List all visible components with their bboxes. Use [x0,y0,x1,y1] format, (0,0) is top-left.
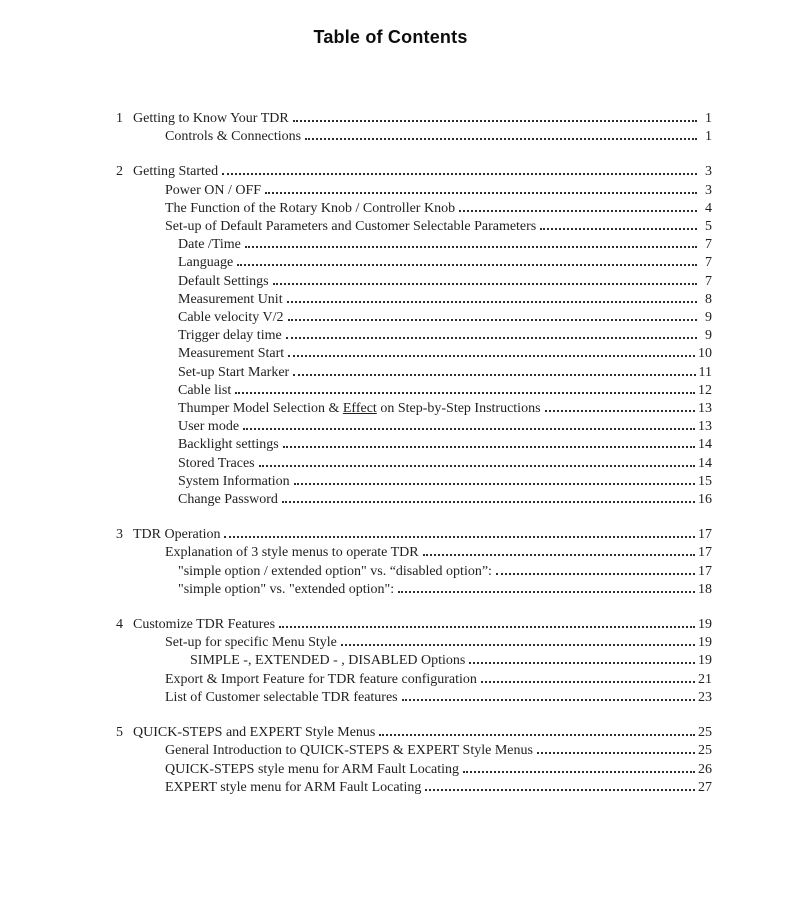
entry-label: The Function of the Rotary Knob / Controller Knob [165,200,456,216]
entry-label: Set-up for specific Menu Style [165,635,337,651]
entry-page: 15 [698,473,712,489]
entry-page: 3 [705,182,712,198]
entry-page: 7 [705,255,712,271]
entry-page: 21 [698,671,712,687]
entry-label: QUICK-STEPS and EXPERT Style Menus [133,725,376,741]
leader-dots [293,120,697,122]
toc-entry [116,273,712,291]
leader-dots [425,789,695,791]
entry-page: 14 [698,455,712,471]
toc-entry [116,163,712,181]
entry-label: Change Password [178,492,278,508]
toc-entry [116,491,712,509]
toc-entry [116,652,712,670]
toc-list [116,110,712,797]
leader-dots [283,446,695,448]
entry-page: 25 [698,725,712,741]
entry-page: 19 [698,617,712,633]
entry-label: System Information [178,473,290,489]
leader-dots [496,573,695,575]
entry-page: 7 [705,273,712,289]
entry-label: QUICK-STEPS style menu for ARM Fault Locating [165,761,459,777]
leader-dots [259,465,695,467]
toc-entry [116,364,712,382]
toc-entry [116,526,712,544]
entry-page: 26 [698,761,712,777]
entry-label: Getting to Know Your TDR [133,111,289,126]
entry-label: Default Settings [178,273,269,289]
leader-dots [481,681,695,683]
toc-entry [116,382,712,400]
leader-dots [237,264,697,266]
entry-label: Explanation of 3 style menus to operate TDR [165,545,419,561]
toc-entry [116,309,712,327]
document-page [0,27,807,797]
leader-dots [265,192,697,194]
entry-page: 17 [698,527,712,543]
toc-entry [116,291,712,309]
leader-dots [287,301,697,303]
toc-entry [116,236,712,254]
entry-page: 13 [698,401,712,417]
entry-label: Date /Time [178,237,241,253]
leader-dots [279,626,695,628]
leader-dots [379,734,695,736]
entry-page: 11 [698,364,712,380]
toc-entry [116,563,712,581]
toc-entry [116,581,712,599]
leader-dots [540,228,697,230]
entry-page: 17 [698,563,712,579]
toc-entry [116,418,712,436]
toc-entry [116,724,712,742]
entry-label: Language [178,255,234,271]
leader-dots [293,374,695,376]
entry-page: 19 [698,653,712,669]
entry-page: 5 [705,219,712,235]
entry-number: 1 [116,111,123,126]
entry-label: Thumper Model Selection & Effect on Step-by-Step Instructions [178,401,541,417]
entry-page: 3 [705,164,712,180]
leader-dots [463,771,695,773]
entry-page: 13 [698,419,712,435]
toc-entry [116,400,712,418]
toc-entry [116,218,712,236]
entry-page: 9 [705,328,712,344]
entry-page: 12 [698,382,712,398]
leader-dots [282,501,695,503]
toc-entry [116,254,712,272]
leader-dots [243,428,695,430]
entry-page: 18 [698,581,712,597]
toc-entry [116,436,712,454]
toc-entry [116,200,712,218]
leader-dots [286,337,697,339]
leader-dots [245,246,697,248]
entry-page: 10 [698,346,712,362]
entry-page: 19 [698,635,712,651]
entry-page: 8 [705,291,712,307]
entry-label: Stored Traces [178,455,255,471]
leader-dots [469,662,695,664]
entry-label: Export & Import Feature for TDR feature configuration [165,671,477,687]
toc-entry [116,742,712,760]
toc-entry [116,110,712,128]
toc-entry [116,327,712,345]
leader-dots [423,554,695,556]
toc-entry [116,345,712,363]
leader-dots [341,644,695,646]
leader-dots [288,355,695,357]
toc-entry [116,455,712,473]
entry-page: 1 [705,129,712,145]
entry-page: 27 [698,779,712,795]
leader-dots [288,319,698,321]
entry-label: EXPERT style menu for ARM Fault Locating [165,779,422,795]
entry-page: 16 [698,492,712,508]
entry-number: 5 [116,725,123,741]
entry-page: 1 [705,111,712,126]
entry-label: Measurement Start [178,346,285,362]
entry-label: Backlight settings [178,437,279,453]
leader-dots [402,699,695,701]
entry-label: "simple option" vs. "extended option": [178,581,395,597]
leader-dots [294,483,695,485]
leader-dots [235,392,695,394]
entry-page: 9 [705,310,712,326]
leader-dots [545,410,695,412]
toc-entry [116,779,712,797]
entry-number: 4 [116,617,123,633]
toc-entry [116,761,712,779]
entry-page: 25 [698,743,712,759]
entry-label: Set-up of Default Parameters and Customer Selectable Parameters [165,219,537,235]
page-title: Table of Contents [313,27,468,47]
leader-dots [459,210,697,212]
entry-label: Customize TDR Features [133,617,276,633]
entry-label: List of Customer selectable TDR features [165,689,398,705]
entry-label: "simple option / extended option" vs. “disabled option”: [178,563,492,579]
leader-dots [537,752,695,754]
entry-label: SIMPLE -, EXTENDED - , DISABLED Options [190,653,466,669]
leader-dots [222,173,697,175]
entry-page: 14 [698,437,712,453]
entry-page: 4 [705,200,712,216]
toc-entry [116,473,712,491]
toc-entry [116,671,712,689]
entry-label: Getting Started [133,164,219,180]
entry-label: Set-up Start Marker [178,364,290,380]
entry-page: 17 [698,545,712,561]
entry-label: Controls & Connections [165,129,302,145]
toc-entry [116,689,712,707]
leader-dots [273,283,697,285]
entry-label: General Introduction to QUICK-STEPS & EXPERT Style Menus [165,743,533,759]
entry-label: Cable velocity V/2 [178,310,284,326]
leader-dots [305,138,697,140]
entry-label: Trigger delay time [178,328,282,344]
entry-number: 3 [116,527,123,543]
entry-label: Cable list [178,382,232,398]
toc-entry [116,544,712,562]
entry-label: TDR Operation [133,527,221,543]
toc-entry [116,182,712,200]
leader-dots [398,591,695,593]
entry-label: Measurement Unit [178,291,283,307]
entry-number: 2 [116,164,123,180]
entry-page: 7 [705,237,712,253]
entry-label: User mode [178,419,240,435]
toc-entry [116,128,712,146]
toc-entry [116,616,712,634]
entry-label: Power ON / OFF [165,182,262,198]
entry-page: 23 [698,689,712,705]
toc-entry [116,634,712,652]
leader-dots [224,536,695,538]
